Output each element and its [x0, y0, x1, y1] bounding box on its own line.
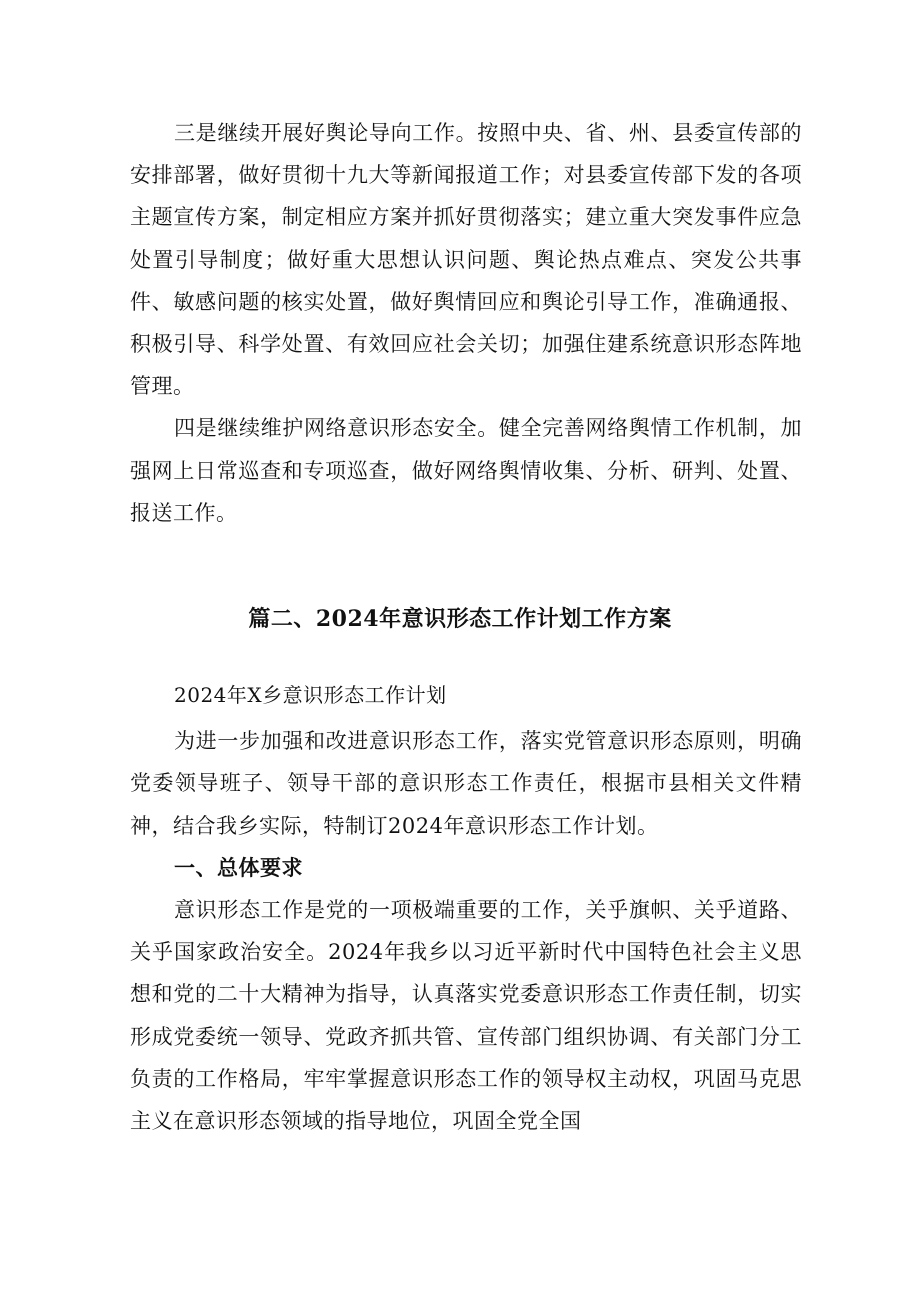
section-heading: 篇二、2024年意识形态工作计划工作方案: [248, 606, 672, 632]
text-block-part-one: [130, 112, 802, 534]
paragraph-three-public-opinion: 三是继续开展好舆论导向工作。按照中央、省、州、县委宣传部的安排部署，做好贯彻十九大等新闻报道工作；对县委宣传部下发的各项主题宣传方案，制定相应方案并抓好贯彻落实；建立重大突发事件应急处置引导制度；做好重大思想认识问题、舆论热点难点、突发公共事件、敏感问题的核实处置，做好舆情回应和舆论引导工作，准确通报、积极引导、科学处置、有效回应社会关切；加强住建系统意识形态阵地管理。: [130, 121, 802, 399]
subheading-general-requirements: 一、总体要求: [174, 855, 303, 880]
intro-paragraph: 为进一步加强和改进意识形态工作，落实党管意识形态原则，明确党委领导班子、领导干部的意识形态工作责任，根据市县相关文件精神，结合我乡实际，特制订2024年意识形态工作计划。: [130, 729, 802, 838]
document-title: 2024年X乡意识形态工作计划: [174, 683, 447, 707]
text-block-part-two: [130, 674, 802, 1142]
paragraph-four-network-security: 四是继续维护网络意识形态安全。健全完善网络舆情工作机制，加强网上日常巡查和专项巡查，做好网络舆情收集、分析、研判、处置、报送工作。: [130, 416, 802, 525]
general-requirements-paragraph: 意识形态工作是党的一项极端重要的工作，关乎旗帜、关乎道路、关乎国家政治安全。2024年我乡以习近平新时代中国特色社会主义思想和党的二十大精神为指导，认真落实党委意识形态工作责任制，切实形成党委统一领导、党政齐抓共管、宣传部门组织协调、有关部门分工负责的工作格局，牢牢掌握意识形态工作的领导权主动权，巩固马克思主义在意识形态领域的指导地位，巩固全党全国: [130, 898, 802, 1134]
